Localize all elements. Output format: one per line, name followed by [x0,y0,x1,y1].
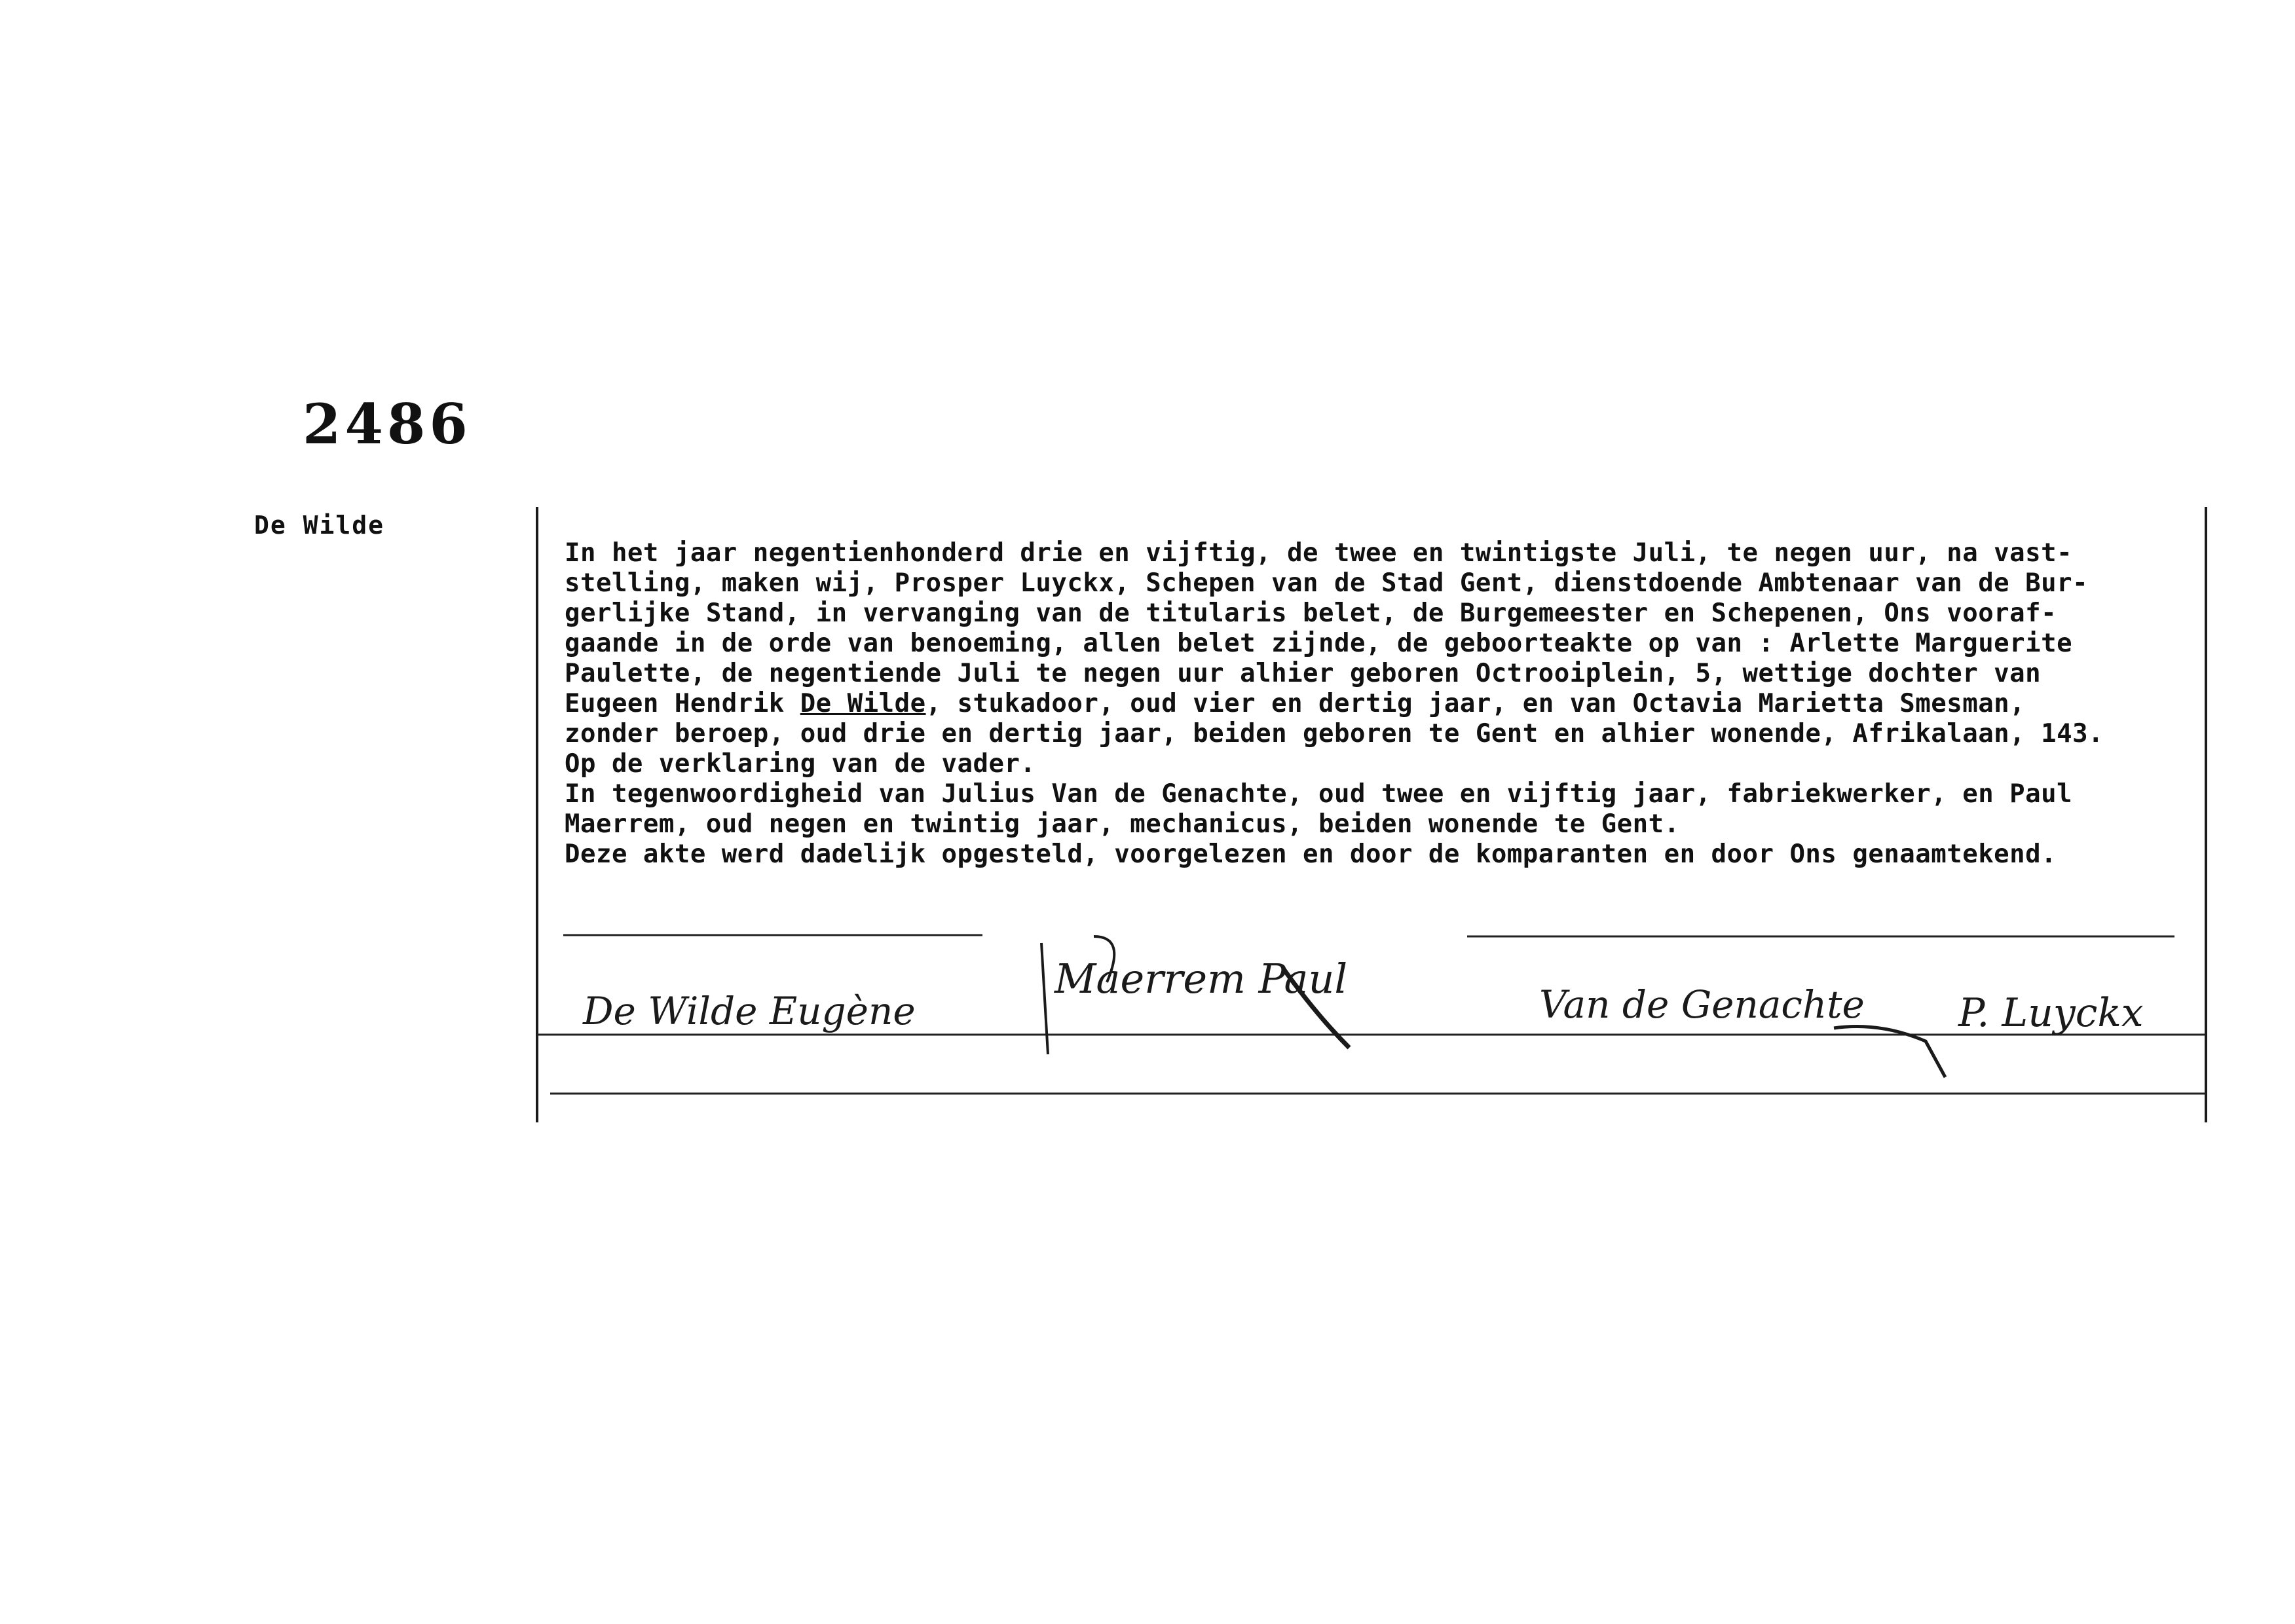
signature-witness-2: Van de Genachte [1539,982,1865,1027]
signature-witness-1: Maerrem Paul [1054,955,1348,1003]
act-line: stelling, maken wij, Prosper Luyckx, Schepen van de Stad Gent, dienstdoende Ambtenaar van de Bur- [565,568,2089,598]
act-line-father [565,689,2195,719]
father-details: , stukadoor, oud vier en dertig jaar, en van Octavia Marietta Smesman, [925,689,2026,718]
act-line: In het jaar negentienhonderd drie en vijftig, de twee en twintigste Juli, te negen uur, na vast- [565,538,2073,568]
act-number: 2486 [303,392,472,456]
margin-surname: De Wilde [254,511,385,540]
act-line: gerlijke Stand, in vervanging van de titularis belet, de Burgemeester en Schepenen, Ons vooraf- [565,599,2057,628]
signature-area [537,917,2206,1126]
act-line: Deze akte werd dadelijk opgesteld, voorgelezen en door de komparanten en door Ons genaamtekend. [565,840,2057,869]
act-body [565,538,2195,870]
act-line: Paulette, de negentiende Juli te negen uur alhier geboren Octrooiplein, 5, wettige dochter van [565,659,2042,688]
act-line: Op de verklaring van de vader. [565,749,1036,779]
act-line: In tegenwoordigheid van Julius Van de Genachte, oud twee en vijftig jaar, fabriekwerker, en Paul [565,779,2073,809]
father-surname-underlined: De Wilde [800,689,926,718]
signature-father: De Wilde Eugène [583,989,916,1033]
act-line: Maerrem, oud negen en twintig jaar, mechanicus, beiden wonende te Gent. [565,809,1680,839]
signature-officer: P. Luyckx [1958,990,2144,1036]
father-first-names: Eugeen Hendrik [565,689,800,718]
act-line: zonder beroep, oud drie en dertig jaar, beiden geboren te Gent en alhier wonende, Afrikalaan, 143. [565,719,2104,748]
act-line: gaande in de orde van benoeming, allen belet zijnde, de geboorteakte op van : Arlette Marguerite [565,629,2073,658]
